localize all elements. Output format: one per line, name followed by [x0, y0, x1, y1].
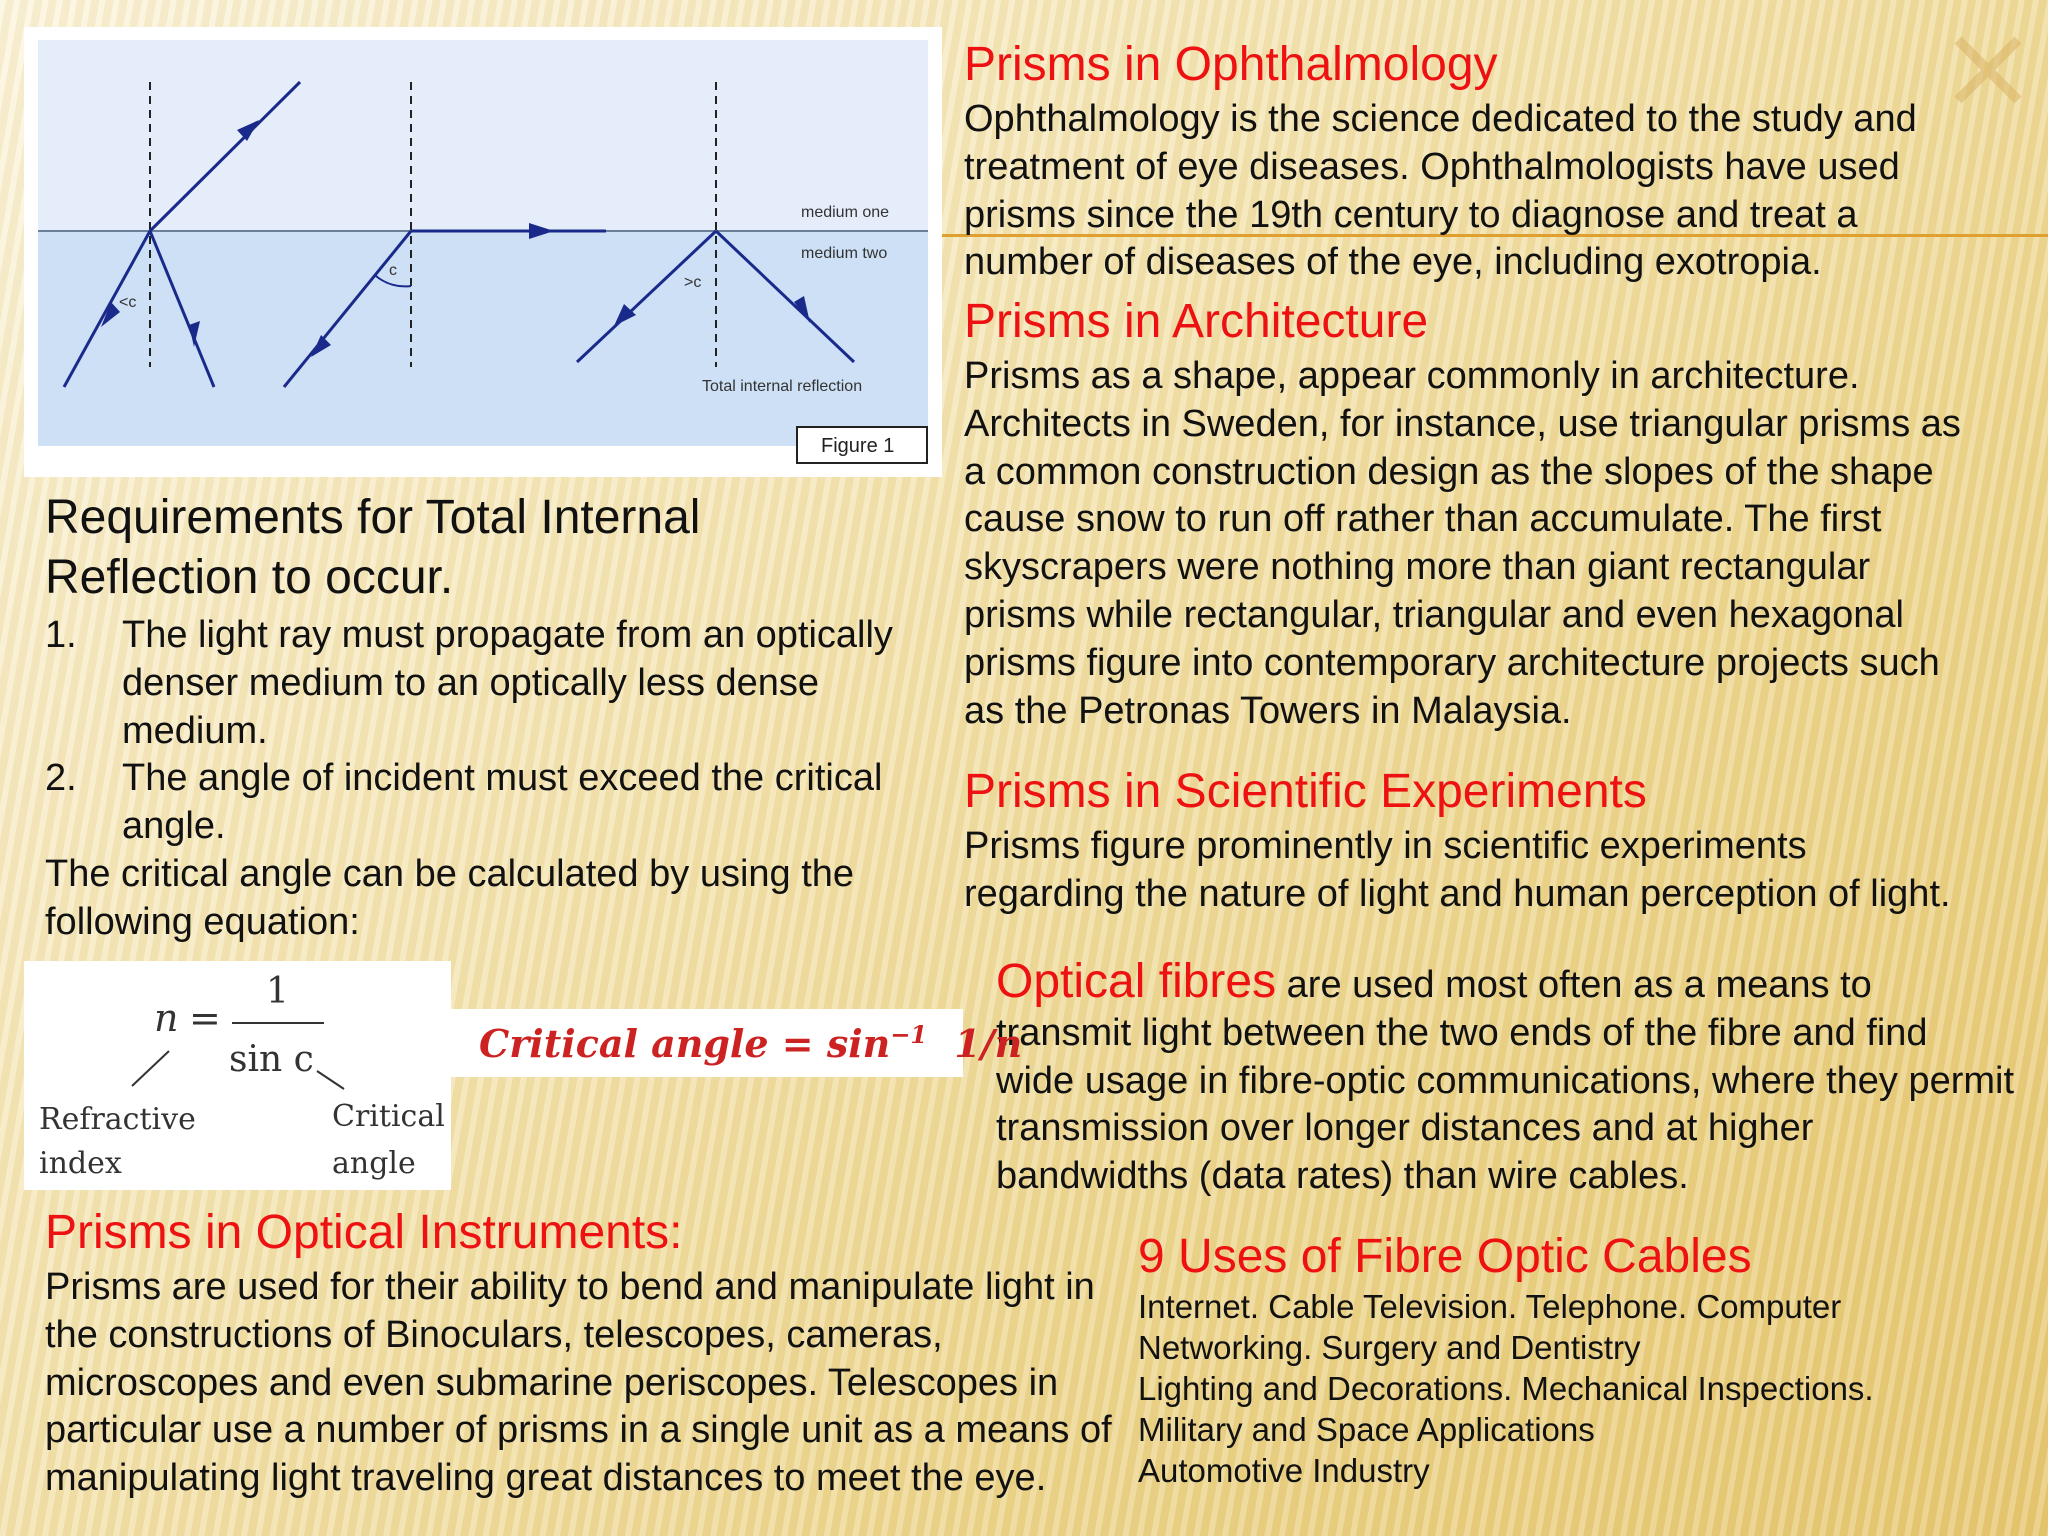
fibre-use-line: Internet. Cable Television. Telephone. Computer: [1138, 1288, 1842, 1325]
fibre-use-line: Automotive Industry: [1138, 1452, 1430, 1489]
optical-instruments-title: Prisms in Optical Instruments:: [45, 1206, 683, 1259]
optical-instruments-body: Prisms are used for their ability to bend and manipulate light in the constructions of Binoculars, telescopes, cameras, microscopes and even submarine periscopes. Telescopes in particular use a number of prisms in a single unit as a means of manipulating light traveling great distances to meet the eye.: [45, 1266, 1112, 1500]
label-index: index: [39, 1146, 122, 1181]
scientific-experiments-title: Prisms in Scientific Experiments: [964, 765, 1647, 818]
label-less-than-c: <c: [119, 294, 137, 311]
figure-total-internal-reflection: [24, 27, 942, 477]
requirements-list: [45, 612, 925, 851]
architecture-title: Prisms in Architecture: [964, 295, 1429, 348]
requirement-text: The angle of incident must exceed the critical angle.: [122, 757, 883, 848]
label-greater-than-c: >c: [684, 274, 702, 291]
medium-one-region: [38, 40, 928, 231]
critical-angle-formula: [451, 1009, 1023, 1077]
fibre-use-line: Lighting and Decorations. Mechanical Inspections.: [1138, 1370, 1874, 1407]
architecture-body: Prisms as a shape, appear commonly in architecture. Architects in Sweden, for instance, use triangular prisms as a common construction design as the slopes of the shape cause snow to run off rather than accumulate. The first skyscrapers were nothing more than giant rectangular prisms while rectangular, triangular and even hexagonal prisms figure into contemporary architecture projects such as the Petronas Towers in Malaysia.: [964, 355, 1961, 732]
label-total-internal-reflection: Total internal reflection: [702, 378, 863, 395]
requirement-text: The light ray must propagate from an optically denser medium to an optically less dense medium.: [122, 614, 893, 752]
requirement-number: 2.: [45, 757, 77, 800]
equation-n: n: [154, 996, 179, 1040]
requirement-item: [45, 755, 925, 851]
ophthalmology-title: Prisms in Ophthalmology: [964, 38, 1498, 91]
label-c: c: [389, 262, 397, 279]
optical-fibres-lead: Optical fibres: [996, 955, 1277, 1008]
fibre-use-line: Military and Space Applications: [1138, 1411, 1595, 1448]
label-angle: angle: [332, 1146, 416, 1181]
label-medium-one: medium one: [801, 204, 890, 221]
optical-fibres-paragraph: [996, 955, 2016, 1201]
refractive-index-equation: [24, 961, 451, 1190]
requirements-title: Requirements for Total Internal Reflection to occur.: [45, 491, 701, 604]
label-medium-two: medium two: [801, 245, 888, 262]
requirement-number: 1.: [45, 614, 77, 656]
equation-numerator: 1: [266, 971, 289, 1012]
equation-denominator: sin c: [229, 1039, 314, 1080]
scientific-experiments-body: Prisms figure prominently in scientific experiments regarding the nature of light and human perception of light.: [964, 825, 1951, 915]
critical-formula-fraction: 1/n: [954, 1020, 1023, 1066]
ophthalmology-body: Ophthalmology is the science dedicated to the study and treatment of eye diseases. Ophthalmologists have used prisms since the 19th century to diagnose and treat a number of diseases of the eye, including exotropia.: [964, 98, 1917, 284]
label-critical: Critical: [332, 1099, 445, 1134]
requirement-item: [45, 612, 925, 755]
medium-two-region: [38, 231, 928, 446]
fibre-uses-list: [1138, 1286, 2038, 1491]
figure-caption: Figure 1: [821, 435, 895, 457]
label-refractive: Refractive: [39, 1102, 196, 1137]
critical-formula-main: Critical angle = sin: [479, 1020, 891, 1066]
equation-equals: =: [189, 996, 221, 1040]
optical-fibres-body: are used most often as a means to transmit light between the two ends of the fibre and find wide usage in fibre-optic communications, where they permit transmission over longer distances and at higher bandwidths (data rates) than wire cables.: [996, 964, 2015, 1198]
fibre-use-line: Networking. Surgery and Dentistry: [1138, 1329, 1641, 1366]
critical-formula-exponent: −1: [890, 1020, 928, 1050]
fibre-uses-title: 9 Uses of Fibre Optic Cables: [1138, 1230, 1752, 1283]
critical-angle-note: The critical angle can be calculated by using the following equation:: [45, 853, 855, 943]
